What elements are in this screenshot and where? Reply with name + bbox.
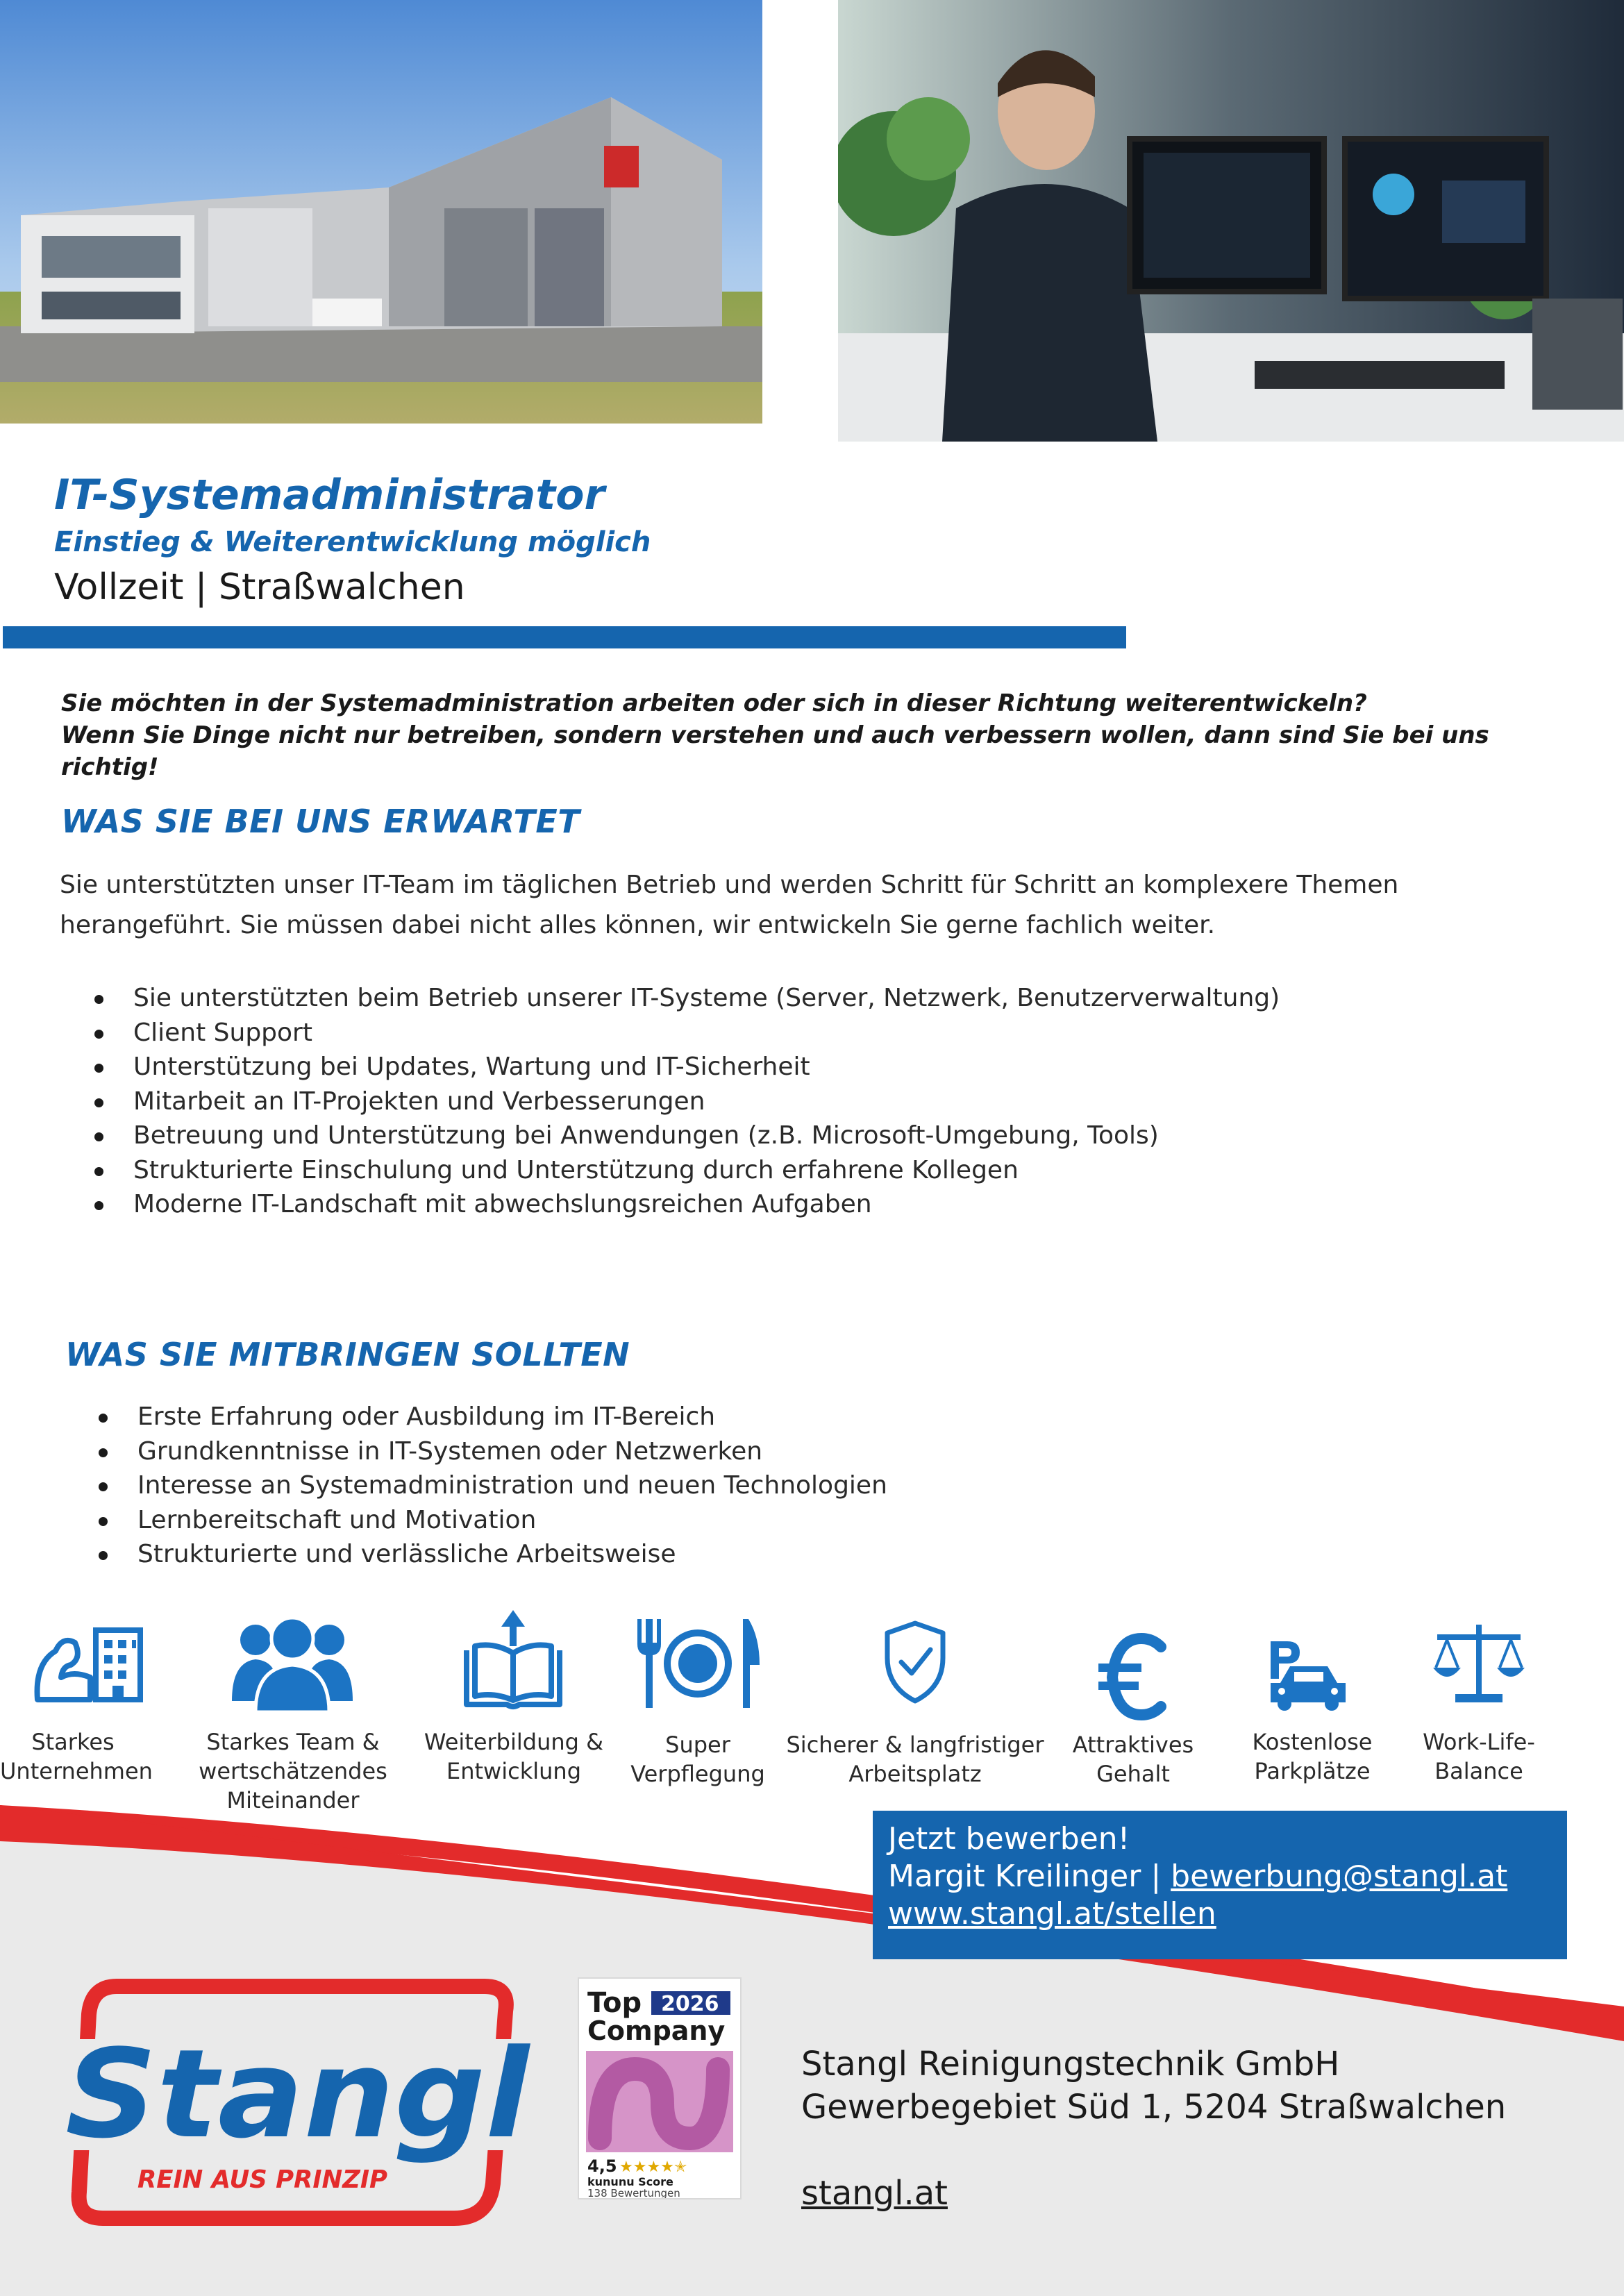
- apply-contact: [888, 1858, 1552, 1895]
- list-item: Interesse an Systemadministration und neuen Technologien: [99, 1468, 1557, 1503]
- strong-company-icon: [32, 1622, 149, 1708]
- expect-list: [94, 981, 1552, 1222]
- company-address: Gewerbegebiet Süd 1, 5204 Straßwalchen: [801, 2088, 1507, 2127]
- bring-list: [99, 1400, 1557, 1572]
- stangl-logo: [61, 1975, 535, 2232]
- euro-icon: [1098, 1632, 1168, 1722]
- badge-year: 2026: [661, 1992, 719, 2016]
- benefit-label: Starkes Unternehmen: [0, 1729, 153, 1784]
- job-title: IT-Systemadministrator: [54, 471, 605, 519]
- badge-score-label: kununu Score: [587, 2175, 673, 2188]
- benefit-label: Weiterbildung & Entwicklung: [424, 1729, 604, 1784]
- benefit-work-life: [1396, 1604, 1562, 1812]
- benefit-label: Sicherer & langfristiger Arbeitsplatz: [786, 1732, 1044, 1787]
- company-info: [801, 2043, 1506, 2215]
- intro-text: [61, 687, 1589, 783]
- benefit-salary: [1057, 1604, 1209, 1812]
- title-divider-bar: [3, 626, 1126, 648]
- benefit-education: [417, 1604, 611, 1812]
- list-item: Sie unterstützten beim Betrieb unserer IT-Systeme (Server, Netzwerk, Benutzerverwaltung): [94, 981, 1552, 1016]
- section-heading-bring: WAS SIE MITBRINGEN SOLLTEN: [65, 1336, 630, 1373]
- logo-tagline: REIN AUS PRINZIP: [137, 2165, 387, 2194]
- education-book-icon: [461, 1607, 565, 1711]
- company-name: Stangl Reinigungstechnik GmbH: [801, 2045, 1340, 2084]
- section-heading-expect: WAS SIE BEI UNS ERWARTET: [61, 803, 580, 840]
- apply-title: Jetzt bewerben!: [888, 1821, 1130, 1857]
- it-workplace-photo: [838, 0, 1624, 442]
- list-item: Erste Erfahrung oder Ausbildung im IT-Bereich: [99, 1400, 1557, 1434]
- parking-car-icon: [1266, 1639, 1350, 1712]
- badge-top: Top: [587, 1987, 642, 2019]
- building-photo: [0, 0, 762, 442]
- list-item: Betreuung und Unterstützung bei Anwendungen (z.B. Microsoft-Umgebung, Tools): [94, 1118, 1552, 1153]
- benefit-strong-company: [0, 1604, 153, 1812]
- badge-score: 4,5: [587, 2156, 617, 2176]
- star-rating-icon: ★★★★✭: [619, 2159, 687, 2176]
- benefit-label: Starkes Team & wertschätzendes Miteinander: [199, 1729, 387, 1813]
- benefit-security: [783, 1604, 1047, 1812]
- intro-line-1: Sie möchten in der Systemadministration arbeiten oder sich in dieser Richtung weiterentwickeln?: [61, 689, 1367, 717]
- benefit-label: Attraktives Gehalt: [1072, 1732, 1194, 1787]
- list-item: Strukturierte Einschulung und Unterstützung durch erfahrene Kollegen: [94, 1153, 1552, 1188]
- logo-wordmark: Stangl: [65, 2023, 531, 2165]
- contact-name: Margit Kreilinger |: [888, 1859, 1171, 1894]
- intro-line-2: Wenn Sie Dinge nicht nur betreiben, sondern verstehen und auch verbessern wollen, dann sind Sie bei uns richtig!: [61, 721, 1489, 781]
- apply-box: [873, 1811, 1567, 1959]
- list-item: Grundkenntnisse in IT-Systemen oder Netzwerken: [99, 1434, 1557, 1469]
- badge-company: Company: [587, 2016, 726, 2046]
- expect-paragraph: Sie unterstützten unser IT-Team im täglichen Betrieb und werden Schritt für Schritt an komplexere Themen herangeführt. Sie müssen dabei nicht alles können, wir entwickeln Sie gerne fachlich weiter.: [60, 871, 1399, 939]
- job-subtitle: Einstieg & Weiterentwicklung möglich: [54, 526, 651, 558]
- list-item: Lernbereitschaft und Motivation: [99, 1503, 1557, 1538]
- team-icon: [228, 1611, 357, 1715]
- list-item: Unterstützung bei Updates, Wartung und IT-Sicherheit: [94, 1050, 1552, 1084]
- company-website-link[interactable]: stangl.at: [801, 2174, 948, 2213]
- list-item: Client Support: [94, 1016, 1552, 1050]
- email-link[interactable]: bewerbung@stangl.at: [1171, 1859, 1508, 1894]
- benefit-label: Kostenlose Parkplätze: [1252, 1729, 1373, 1784]
- job-meta: Vollzeit | Straßwalchen: [54, 567, 465, 608]
- list-item: Mitarbeit an IT-Projekten und Verbesserungen: [94, 1084, 1552, 1119]
- balance-scale-icon: [1430, 1622, 1527, 1705]
- badge-reviews: 138 Bewertungen: [587, 2187, 680, 2198]
- careers-link[interactable]: www.stangl.at/stellen: [888, 1896, 1216, 1932]
- meal-plate-icon: [632, 1616, 764, 1711]
- benefit-label: Work-Life- Balance: [1423, 1729, 1535, 1784]
- list-item: Strukturierte und verlässliche Arbeitsweise: [99, 1537, 1557, 1572]
- security-shield-icon: [882, 1619, 948, 1705]
- benefit-team: [189, 1604, 397, 1819]
- benefit-parking: [1229, 1604, 1396, 1812]
- list-item: Moderne IT-Landschaft mit abwechslungsreichen Aufgaben: [94, 1187, 1552, 1222]
- benefit-meal: [611, 1604, 785, 1812]
- benefit-label: Super Verpflegung: [630, 1732, 765, 1787]
- kununu-top-company-badge: [578, 1977, 742, 2199]
